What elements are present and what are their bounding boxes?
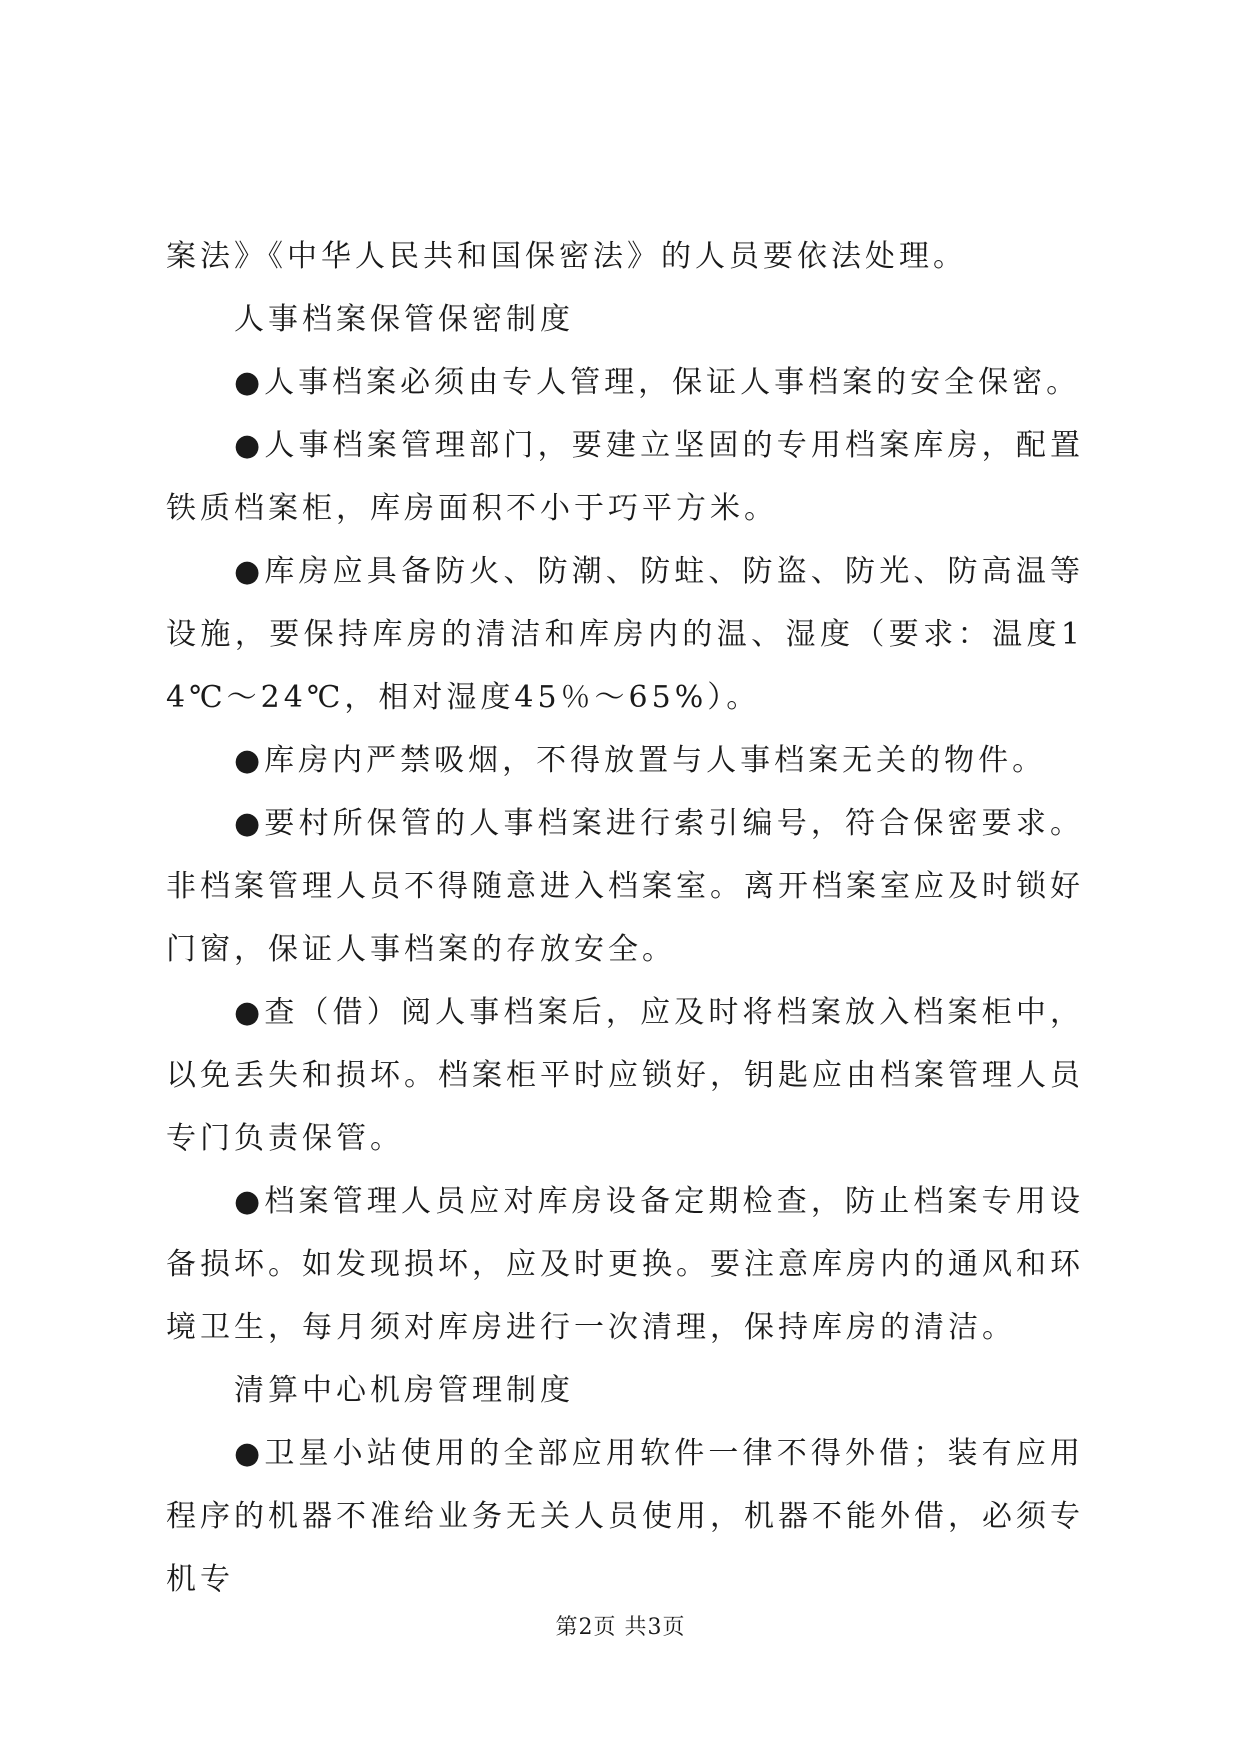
document-body [166, 225, 1084, 1611]
page-number-footer: 第2页 共3页 [555, 1615, 686, 1640]
bullet-paragraph: ●人事档案必须由专人管理，保证人事档案的安全保密。 [234, 365, 1081, 400]
section-heading-clearing-center: 清算中心机房管理制度 [234, 1373, 574, 1408]
bullet-paragraph: ●要村所保管的人事档案进行索引编号，符合保密要求。非档案管理人员不得随意进入档案室。离开档案室应及时锁好门窗，保证人事档案的存放安全。 [166, 806, 1084, 967]
bullet-paragraph: ●库房应具备防火、防潮、防蛀、防盗、防光、防高温等设施，要保持库房的清洁和库房内的温、湿度（要求：温度14℃～24℃，相对湿度45％～65%）。 [166, 554, 1084, 715]
section-heading-personnel-archives: 人事档案保管保密制度 [234, 302, 574, 337]
bullet-paragraph: ●查（借）阅人事档案后，应及时将档案放入档案柜中，以免丢失和损坏。档案柜平时应锁好，钥匙应由档案管理人员专门负责保管。 [166, 995, 1084, 1156]
bullet-paragraph: ●人事档案管理部门，要建立坚固的专用档案库房，配置铁质档案柜，库房面积不小于巧平方米。 [166, 428, 1084, 526]
bullet-paragraph: ●卫星小站使用的全部应用软件一律不得外借；装有应用程序的机器不准给业务无关人员使用，机器不能外借，必须专机专 [166, 1436, 1084, 1597]
paragraph-continuation: 案法》《中华人民共和国保密法》的人员要依法处理。 [166, 239, 967, 274]
bullet-paragraph: ●档案管理人员应对库房设备定期检查，防止档案专用设备损坏。如发现损坏，应及时更换。要注意库房内的通风和环境卫生，每月须对库房进行一次清理，保持库房的清洁。 [166, 1184, 1084, 1345]
bullet-paragraph: ●库房内严禁吸烟，不得放置与人事档案无关的物件。 [234, 743, 1047, 778]
